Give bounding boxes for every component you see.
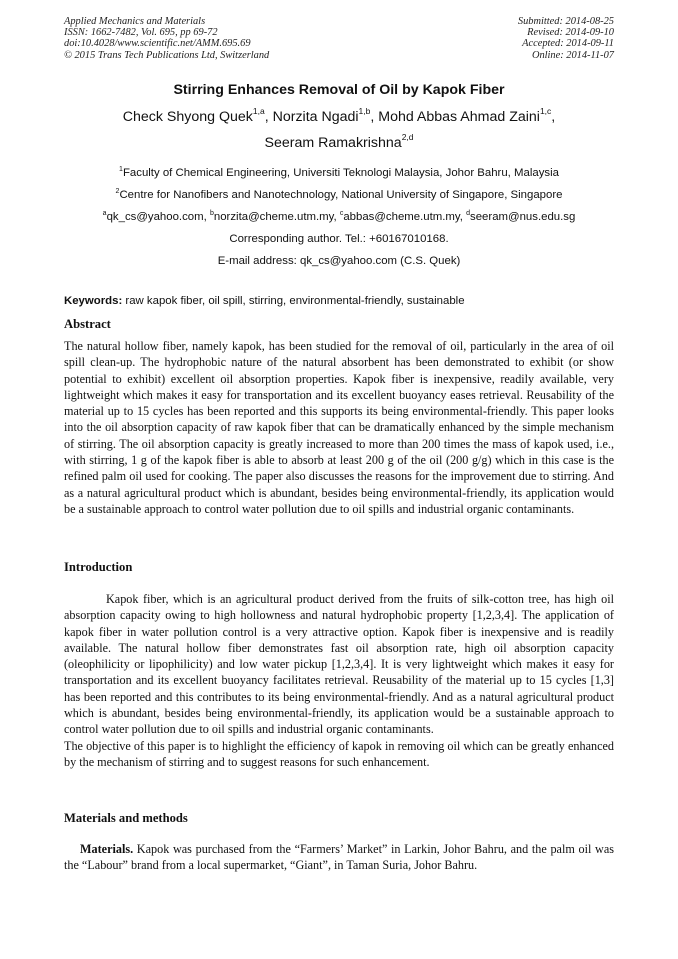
materials-label: Materials.: [80, 842, 134, 856]
date-online: Online: 2014-11-07: [531, 49, 614, 61]
introduction-paragraph: Kapok fiber, which is an agricultural product derived from the fruits of silk-cotton tree, has high oil absorption capacity owing to high hollowness and natural hydrophobic property [1,2,3,4]. The application of kapok fiber in water pollution control is a very attractive option. Kapok fiber is inexpensive and is readily available. The natural hollow fiber demonstrates fast oil absorption rate, high oil absorption capacity (oleophilicity or lipophilicity) and low water pickup [1,2,3,4]. It is very lightweight which makes it easy for transportation and its excellent buoyancy facilitates retrieval. Reusability of the material up to 15 cycles [1,3] has been reported and this contributes to its being environmental-friendly. And as a natural agricultural product which is abundant, besides being environmental-friendly, its application would be a sustainable approach to control water pollution due to oil spills and industrial organic contaminants.: [64, 592, 614, 737]
author-name: Norzita Ngadi: [272, 109, 359, 125]
materials-text: Kapok was purchased from the “Farmers’ Market” in Larkin, Johor Bahru, and the palm oil was the “Labour” brand from a local supermarket, “Giant”, in Taman Suria, Johor Bahru.: [64, 842, 614, 873]
email-sup: a: [102, 210, 107, 217]
author-name: Mohd Abbas Ahmad Zaini: [378, 109, 540, 125]
journal-info: [64, 16, 269, 61]
email-sep: ,: [459, 211, 467, 223]
keywords: [64, 293, 614, 309]
email-address: abbas@cheme.utm.my: [343, 211, 460, 223]
keywords-text: raw kapok fiber, oil spill, stirring, environmental-friendly, sustainable: [122, 295, 465, 307]
title-block: [0, 80, 678, 272]
author-sep: ,: [370, 109, 379, 125]
author-name: Seeram Ramakrishna: [264, 135, 402, 151]
author-sup: 1,c: [539, 106, 552, 116]
journal-issn: ISSN: 1662-7482, Vol. 695, pp 69-72: [64, 27, 218, 39]
introduction-heading: Introduction: [64, 560, 133, 574]
affiliation-1: [0, 162, 678, 184]
introduction-section: [64, 559, 614, 770]
email-list: [0, 206, 678, 228]
email-sep: ,: [333, 211, 340, 223]
affiliation-sup: 1: [119, 166, 123, 173]
affiliation-2: [0, 184, 678, 206]
submission-dates: [518, 16, 614, 61]
email-sep: ,: [203, 211, 210, 223]
affiliation-text: Centre for Nanofibers and Nanotechnology, National University of Singapore, Singapore: [119, 189, 563, 201]
affiliation-sup: 2: [115, 188, 120, 195]
email-address: qk_cs@yahoo.com: [106, 211, 204, 223]
email-sup: b: [209, 210, 214, 217]
date-accepted: Accepted: 2014-09-11: [522, 38, 614, 50]
author-sep: ,: [551, 109, 556, 125]
author-sup: 1,b: [358, 106, 371, 116]
abstract-heading: Abstract: [64, 317, 111, 331]
introduction-paragraph: The objective of this paper is to highlight the efficiency of kapok in removing oil which can be greatly enhanced by the mechanism of stirring and to suggest reasons for such enhancement.: [64, 738, 614, 769]
abstract-text: The natural hollow fiber, namely kapok, has been studied for the removal of oil, particularly in the area of oil spill clean-up. The hydrophobic nature of the natural absorbent has been demonstrated to exhibit (or show potential to exhibit) excellent oil absorption properties. Kapok fiber is inexpensive, readily available, very lightweight which makes it easy for transportation and its excellent buoyancy eases retrieval. Reusability of the material up to 15 cycles has been reported and this supports its being environmental-friendly. This paper looks into the oil absorption capacity of raw kapok fiber that can be dramatically enhanced by the simple mechanism of stirring. The oil absorption capacity is greatly increased to more than 200 times the mass of kapok used, i.e., with stirring, 1 g of the kapok fiber is able to absorb at least 200 g of the oil (200 g/g) which in this case is the refined palm oil used for cooking. The paper also discusses the reasons for the improvement due to stirring. And as a natural agricultural product which is abundant, besides being environmental-friendly, its application would be a sustainable approach to control water pollution due to oil spills and industrial organic contaminants.: [64, 339, 614, 516]
keywords-label: Keywords:: [64, 295, 123, 307]
email-sup: d: [466, 210, 471, 217]
paper-title: Stirring Enhances Removal of Oil by Kapok Fiber: [173, 82, 505, 98]
materials-paragraph: [64, 841, 614, 874]
email-sup: c: [339, 210, 344, 217]
date-submitted: Submitted: 2014-08-25: [517, 16, 614, 27]
email-address: norzita@cheme.utm.my: [213, 211, 334, 223]
email-address: seeram@nus.edu.sg: [470, 211, 576, 223]
affiliations: [0, 162, 678, 272]
author-list: [0, 104, 678, 156]
date-revised: Revised: 2014-09-10: [527, 27, 614, 39]
journal-doi: doi:10.4028/www.scientific.net/AMM.695.69: [64, 38, 251, 50]
corresponding-email: E-mail address: qk_cs@yahoo.com (C.S. Quek): [217, 255, 461, 267]
journal-name: Applied Mechanics and Materials: [64, 16, 206, 27]
author-sup: 2,d: [401, 132, 414, 142]
author-sup: 1,a: [252, 106, 265, 116]
abstract-section: [64, 316, 614, 517]
journal-copyright: © 2015 Trans Tech Publications Ltd, Switzerland: [64, 49, 270, 61]
methods-heading: Materials and methods: [64, 811, 188, 825]
affiliation-text: Faculty of Chemical Engineering, Universiti Teknologi Malaysia, Johor Bahru, Malaysia: [122, 167, 559, 179]
author-name: Check Shyong Quek: [122, 109, 253, 125]
author-sep: ,: [264, 109, 273, 125]
corresponding-author: Corresponding author. Tel.: +60167010168.: [229, 233, 449, 245]
methods-section: [64, 810, 614, 874]
